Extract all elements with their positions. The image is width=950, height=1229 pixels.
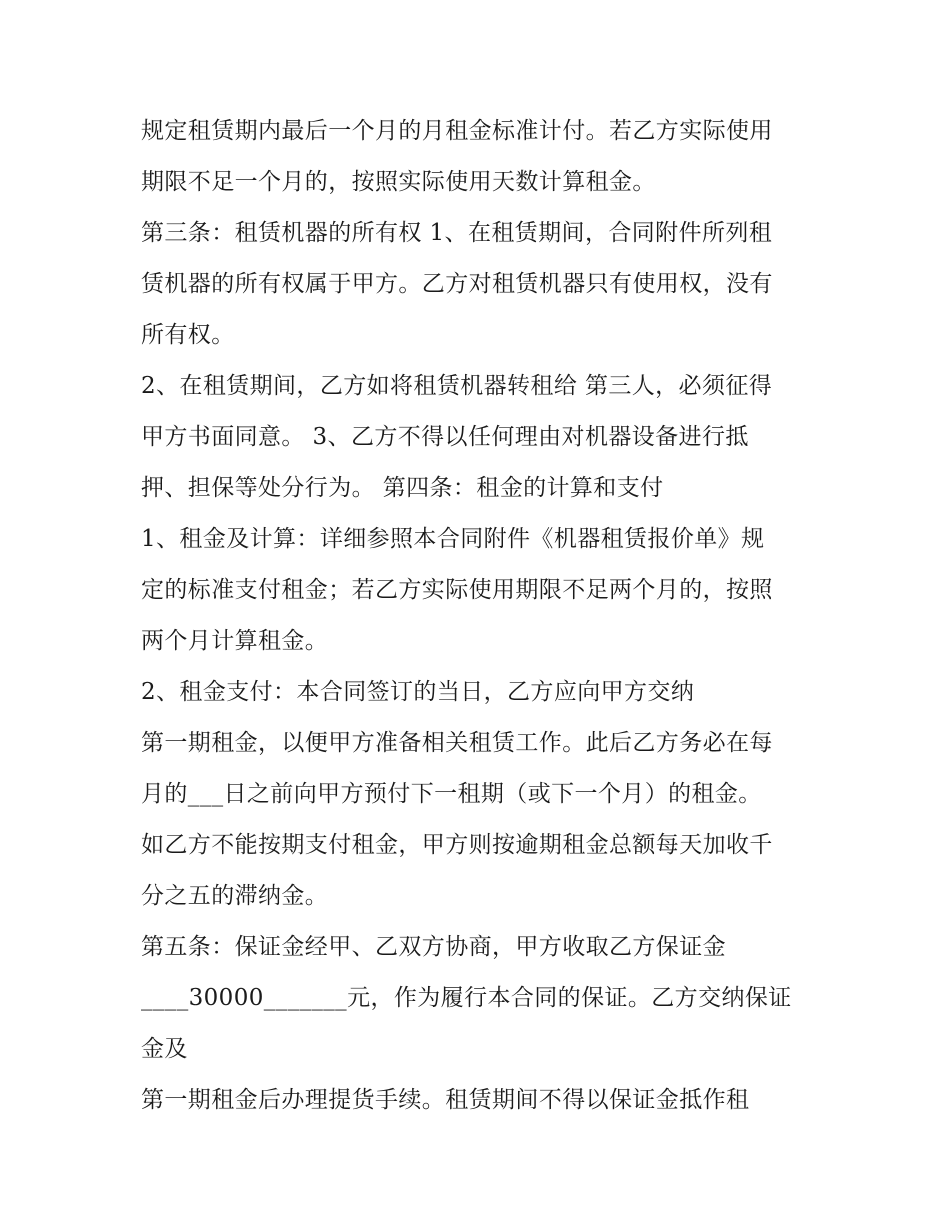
text-line: 分之五的滞纳金。 bbox=[141, 883, 329, 909]
text-line: 金及 bbox=[141, 1036, 188, 1062]
text-line: 2、租金支付：本合同签订的当日，乙方应向甲方交纳 bbox=[141, 679, 695, 705]
text-line: 月的___日之前向甲方预付下一租期（或下一个月）的租金。 bbox=[141, 781, 762, 807]
text-line: 押、担保等处分行为。 第四条：租金的计算和支付 bbox=[141, 475, 664, 501]
text-line: 规定租赁期内最后一个月的月租金标准计付。若乙方实际使用 bbox=[141, 118, 773, 144]
text-line: 第一期租金后办理提货手续。租赁期间不得以保证金抵作租 bbox=[141, 1087, 750, 1113]
contract-text bbox=[141, 106, 821, 1126]
text-line: 2、在租赁期间，乙方如将租赁机器转租给 第三人，必须征得 bbox=[141, 373, 773, 399]
text-line: 两个月计算租金。 bbox=[141, 628, 329, 654]
text-line: 第一期租金，以便甲方准备相关租赁工作。此后乙方务必在每 bbox=[141, 730, 773, 756]
text-line: 第三条：租赁机器的所有权 1、在租赁期间，合同附件所列租 bbox=[141, 220, 773, 246]
text-line: ____30000_______元，作为履行本合同的保证。乙方交纳保证 bbox=[141, 985, 792, 1011]
text-line: 第五条：保证金经甲、乙双方协商，甲方收取乙方保证金 bbox=[141, 934, 726, 960]
text-line: 1、租金及计算：详细参照本合同附件《机器租赁报价单》规 bbox=[141, 526, 765, 552]
text-line: 如乙方不能按期支付租金，甲方则按逾期租金总额每天加收千 bbox=[141, 832, 773, 858]
text-line: 甲方书面同意。 3、乙方不得以任何理由对机器设备进行抵 bbox=[141, 424, 749, 450]
text-line: 期限不足一个月的，按照实际使用天数计算租金。 bbox=[141, 169, 656, 195]
text-line: 所有权。 bbox=[141, 322, 235, 348]
text-line: 赁机器的所有权属于甲方。乙方对租赁机器只有使用权，没有 bbox=[141, 271, 773, 297]
text-line: 定的标准支付租金；若乙方实际使用期限不足两个月的，按照 bbox=[141, 577, 773, 603]
